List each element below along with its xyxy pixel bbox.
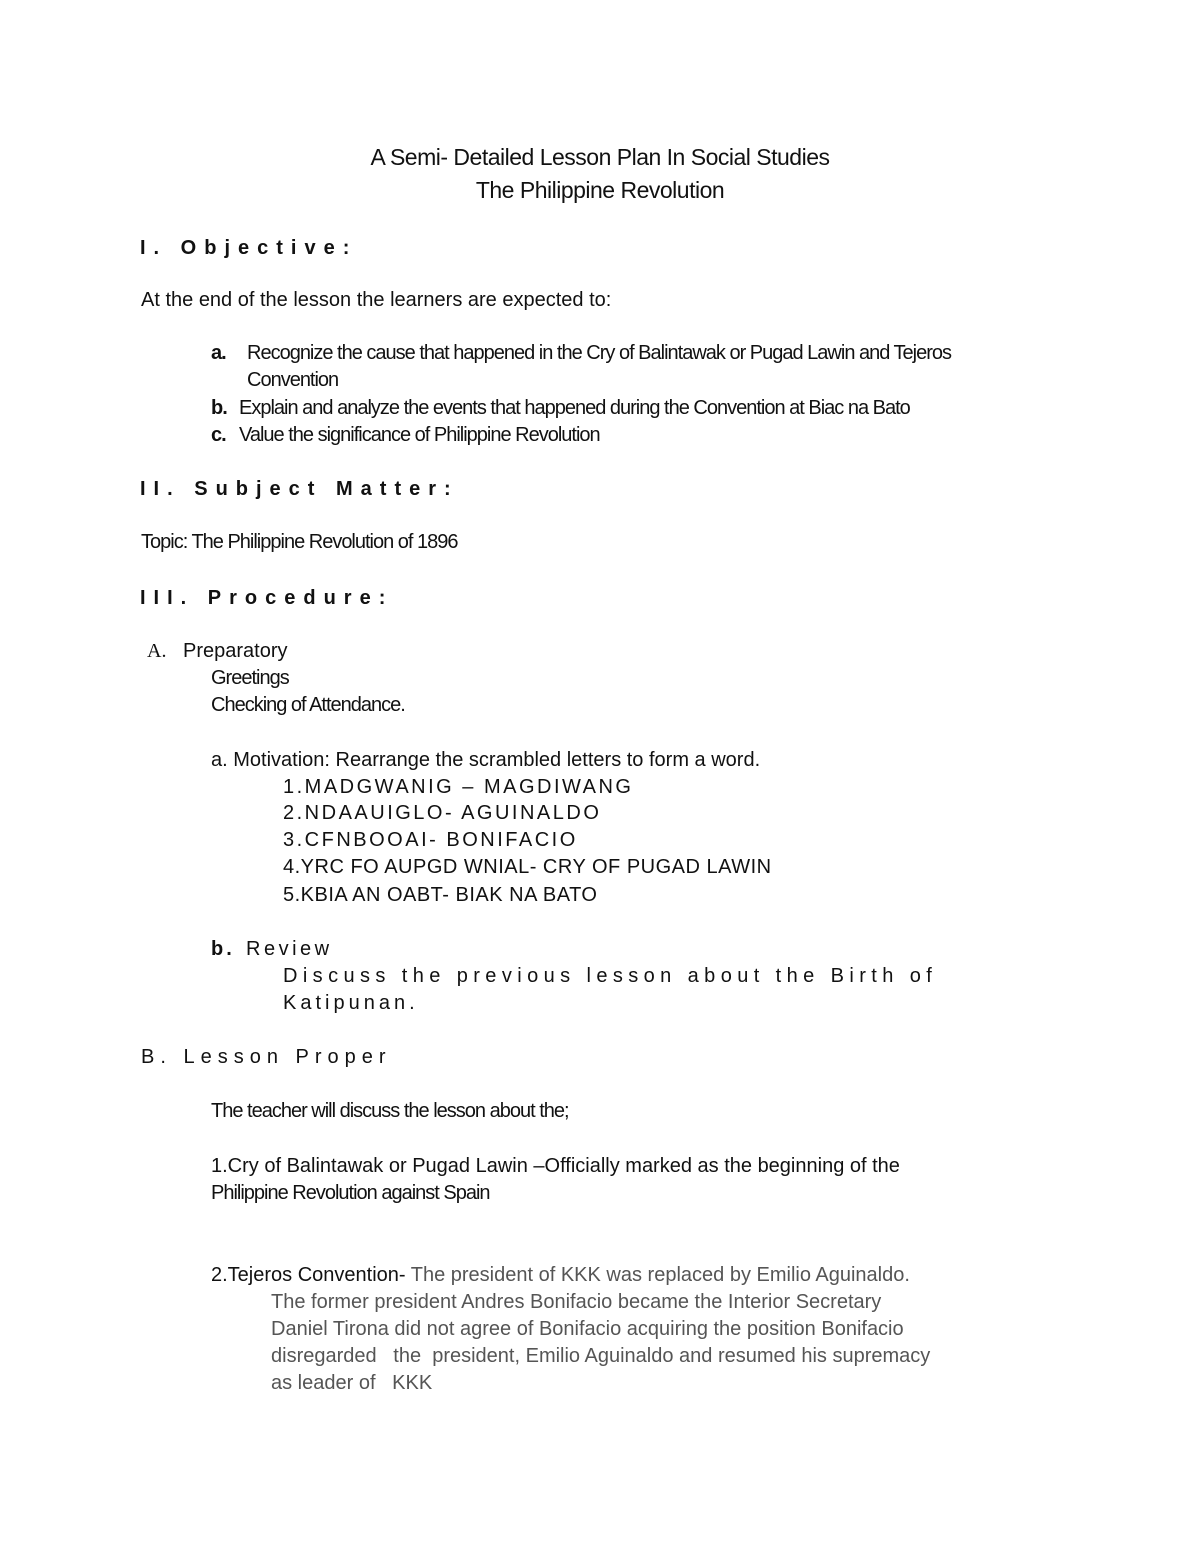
lesson-item1-line2: Philippine Revolution against Spain (211, 1182, 490, 1204)
document-subtitle: The Philippine Revolution (475, 177, 725, 203)
document-title: A Semi- Detailed Lesson Plan In Social Studies (370, 144, 830, 170)
objective-item-a-line2: Convention (247, 369, 339, 391)
review-marker: b. (211, 938, 235, 960)
objective-heading: I. Objective: (140, 237, 358, 259)
preparatory-marker: A. (147, 640, 167, 662)
review-label: Review (246, 938, 333, 960)
lesson-item2-line5: as leader of KKK (271, 1372, 433, 1394)
review-line2: Katipunan. (283, 992, 419, 1014)
lesson-item1-line1: 1.Cry of Balintawak or Pugad Lawin –Officially marked as the beginning of the (211, 1155, 900, 1177)
lesson-item2-text: The president of KKK was replaced by Emilio Aguinaldo. (405, 1264, 910, 1286)
scrambled-word-5: 5.KBIA AN OABT- BIAK NA BATO (283, 884, 598, 906)
review-line1: Discuss the previous lesson about the Birth of (283, 965, 938, 987)
lesson-item2-line2: The former president Andres Bonifacio became the Interior Secretary (271, 1291, 882, 1313)
lesson-proper-heading: B. Lesson Proper (141, 1046, 392, 1068)
objective-item-a-line1: Recognize the cause that happened in the Cry of Balintawak or Pugad Lawin and Tejeros (247, 342, 952, 364)
objective-item-b: Explain and analyze the events that happened during the Convention at Biac na Bato (239, 397, 910, 419)
preparatory-item-greetings: Greetings (211, 667, 289, 689)
subject-matter-heading: II. Subject Matter: (140, 478, 459, 500)
lesson-proper-intro: The teacher will discuss the lesson about the; (211, 1100, 569, 1122)
objective-marker-a: a. (211, 342, 226, 364)
motivation-text: a. Motivation: Rearrange the scrambled letters to form a word. (211, 749, 761, 771)
lesson-item2-line4: disregarded the president, Emilio Aguinaldo and resumed his supremacy (271, 1345, 931, 1367)
scrambled-word-1: 1.MADGWANIG – MAGDIWANG (283, 776, 634, 798)
procedure-heading: III. Procedure: (140, 587, 394, 609)
preparatory-item-attendance: Checking of Attendance. (211, 694, 405, 716)
preparatory-label: Preparatory (183, 640, 288, 662)
lesson-item2-line3: Daniel Tirona did not agree of Bonifacio acquiring the position Bonifacio (271, 1318, 904, 1340)
scrambled-word-4: 4.YRC FO AUPGD WNIAL- CRY OF PUGAD LAWIN (283, 856, 772, 878)
objective-marker-b: b. (211, 397, 227, 419)
scrambled-word-2: 2.NDAAUIGLO- AGUINALDO (283, 802, 602, 824)
objective-marker-c: c. (211, 424, 226, 446)
objective-item-c: Value the significance of Philippine Revolution (239, 424, 600, 446)
objective-intro: At the end of the lesson the learners are expected to: (141, 289, 612, 311)
subject-topic: Topic: The Philippine Revolution of 1896 (141, 531, 458, 553)
lesson-item2-label: 2.Tejeros Convention- (211, 1264, 406, 1286)
lesson-item2-line1 (211, 1264, 910, 1287)
scrambled-word-3: 3.CFNBOOAI- BONIFACIO (283, 829, 578, 851)
